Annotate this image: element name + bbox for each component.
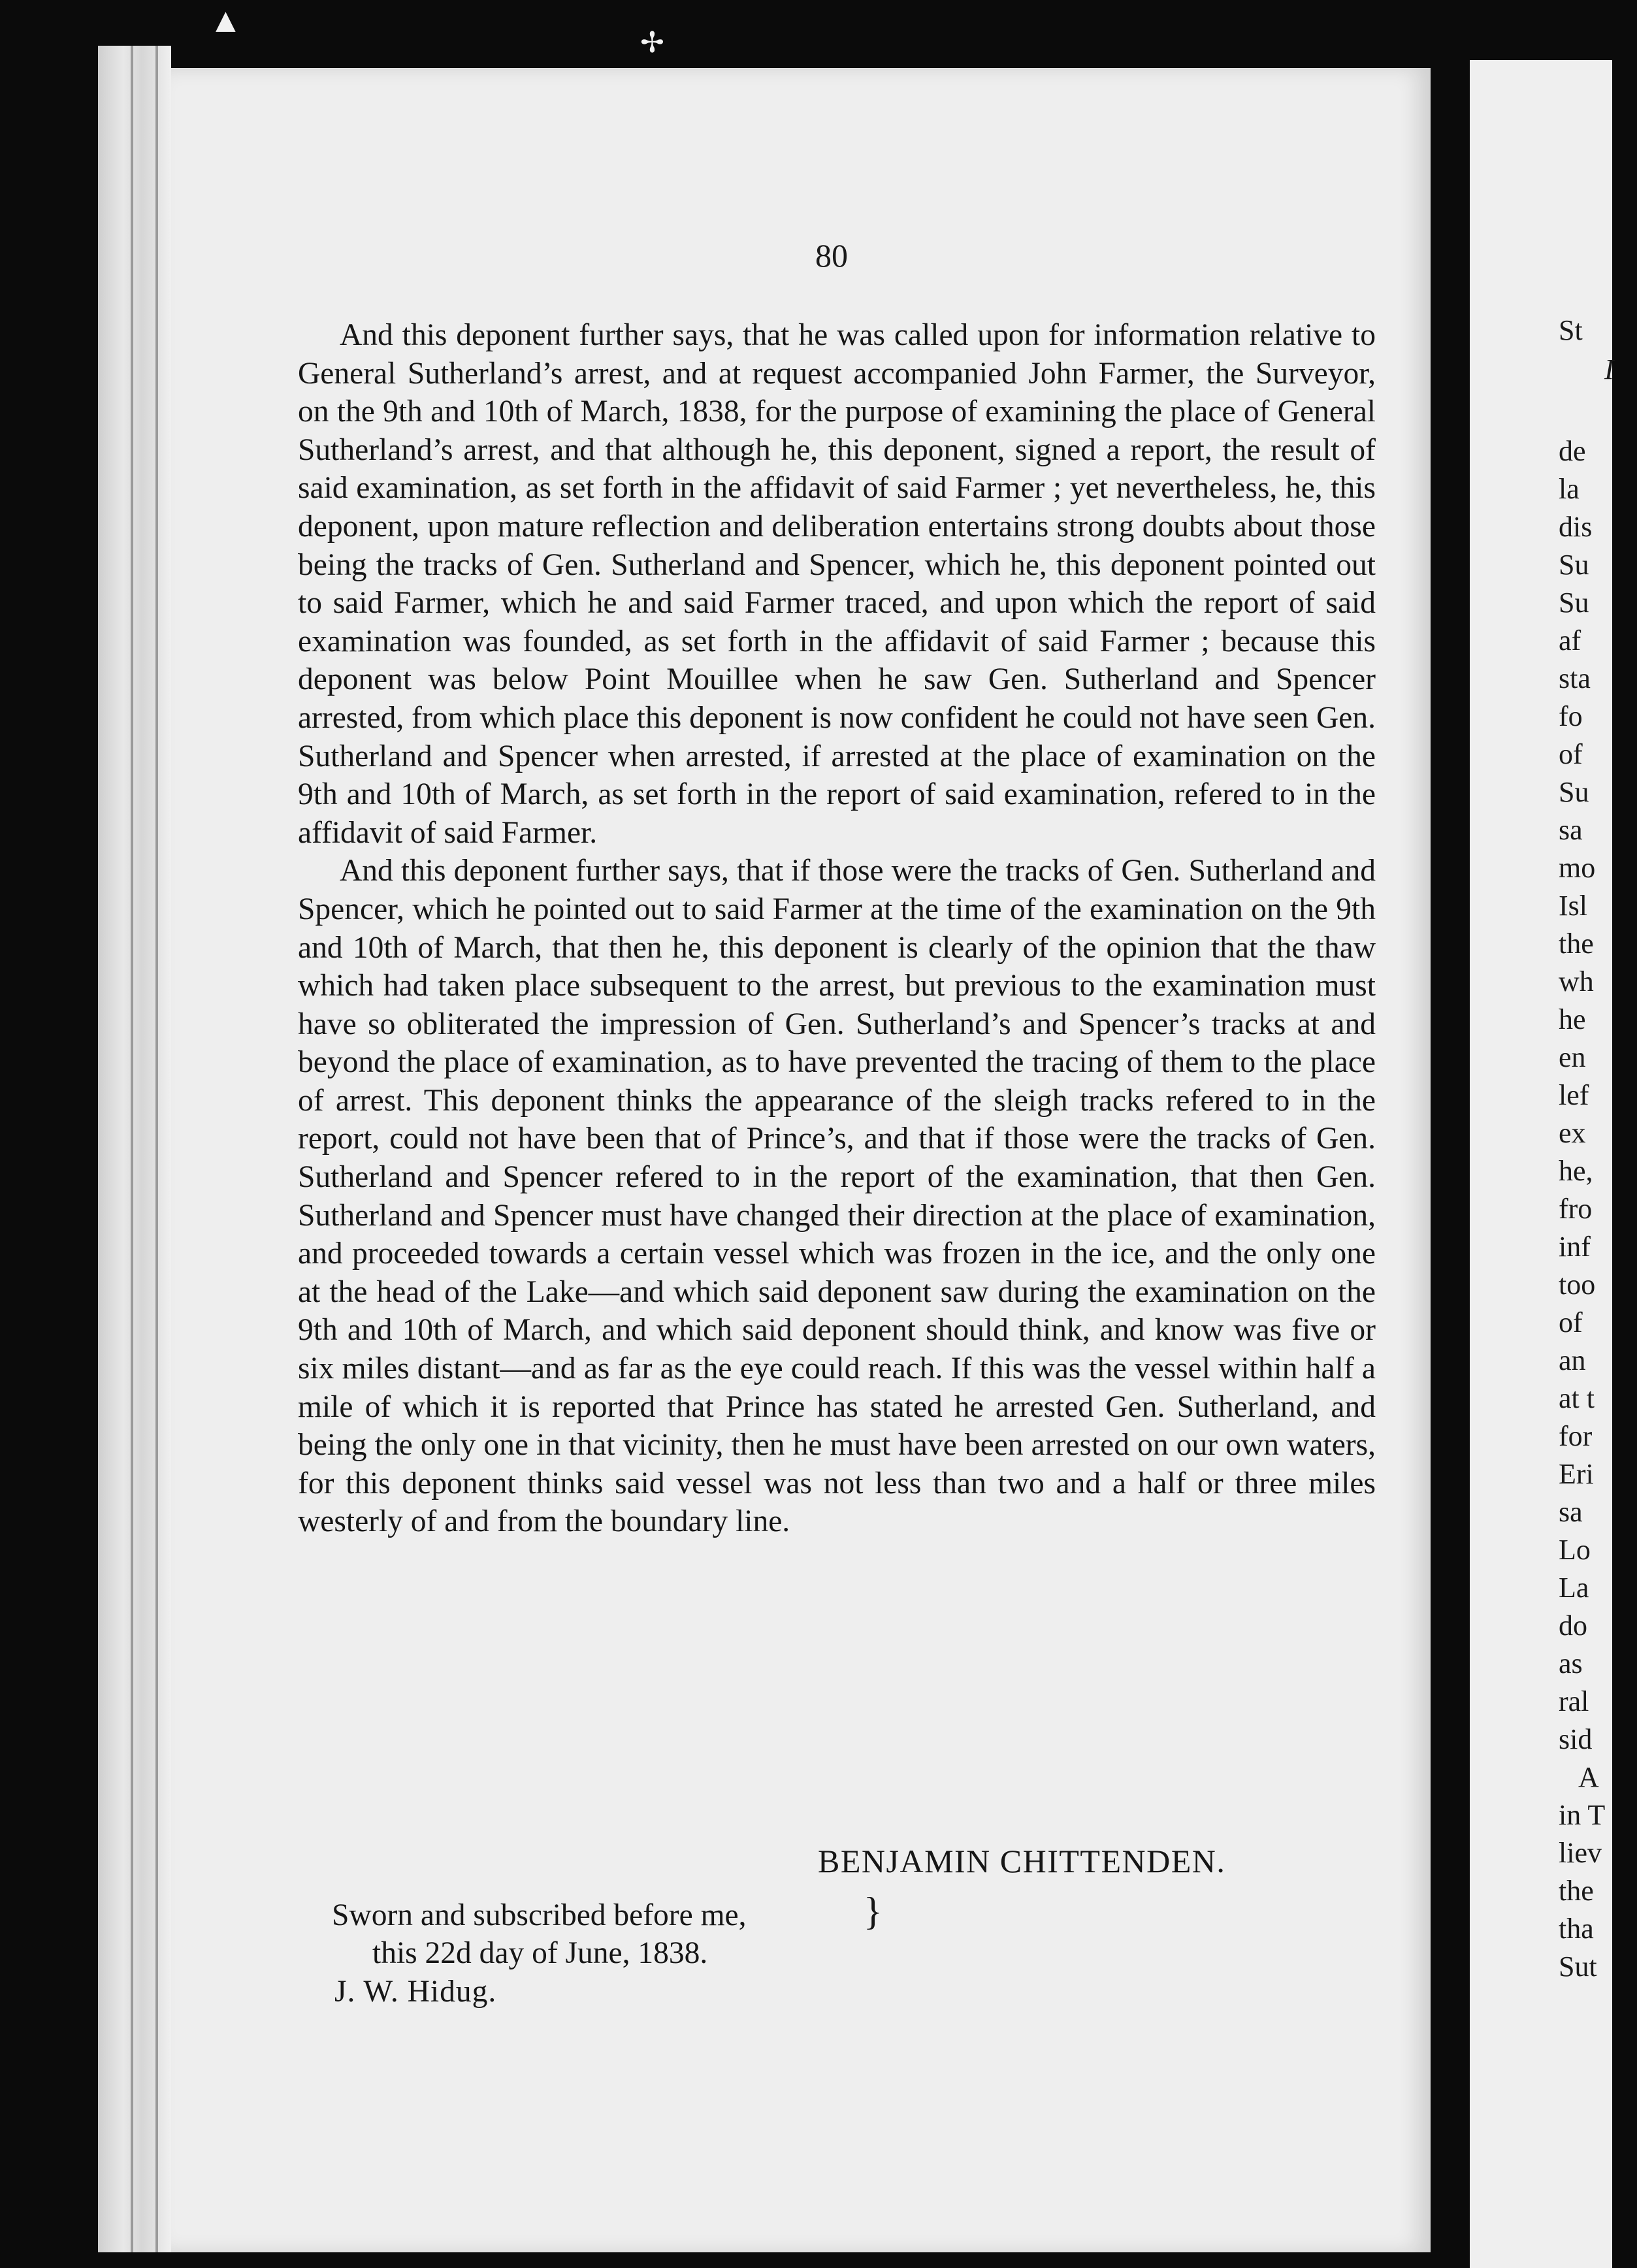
facing-fragment: mo bbox=[1559, 852, 1596, 884]
facing-fragment: fro bbox=[1559, 1193, 1593, 1225]
facing-fragment: en bbox=[1559, 1041, 1586, 1073]
facing-fragment: sta bbox=[1559, 662, 1591, 694]
facing-fragment: the bbox=[1559, 928, 1594, 960]
gutter-line bbox=[155, 46, 158, 2252]
facing-fragment: la bbox=[1559, 473, 1580, 505]
facing-fragment: ral bbox=[1559, 1685, 1589, 1717]
facing-fragment: A bbox=[1578, 1761, 1599, 1793]
facing-fragment: tha bbox=[1559, 1913, 1594, 1945]
paragraph: And this deponent further says, that he was called upon for information relative to General Sutherland’s arrest, and at request accompanied John Farmer, the Surveyor, on the 9th and 10th of March, 1838, for the purpose of examining the place of General Sutherland’s arrest, and that although he, this deponent, signed a report, the result of said examination, as set forth in the affidavit of said Farmer ; yet nevertheless, he, this deponent, upon mature reflection and deliberation entertains strong doubts about those being the tracks of Gen. Sutherland and Spencer, which he, this deponent pointed out to said Farmer, which he and said Farmer traced, and upon which the report of said examination was founded, as set forth in the affidavit of said Farmer ; because this deponent was below Point Mouillee when he saw Gen. Sutherland and Spencer arrested, from which place this deponent is now confident he could not have seen Gen. Sutherland and Spencer when arrested, if arrested at the place of examination on the 9th and 10th of March, as set forth in the report of said examination, refered to in the affidavit of said Farmer. bbox=[298, 318, 1376, 850]
facing-fragment: he bbox=[1559, 1003, 1586, 1035]
facing-fragment: sid bbox=[1559, 1723, 1593, 1755]
facing-fragment: St bbox=[1559, 314, 1583, 346]
facing-fragment: lef bbox=[1559, 1079, 1589, 1111]
officer-name: J. W. Hidug. bbox=[334, 1975, 497, 2009]
facing-fragment: do bbox=[1559, 1610, 1587, 1642]
jurat-brace: } bbox=[864, 1890, 883, 1933]
facing-fragment: af bbox=[1559, 624, 1581, 656]
jurat-line: this 22d day of June, 1838. bbox=[372, 1936, 708, 1970]
facing-fragment: the bbox=[1559, 1875, 1594, 1907]
signature-name: BENJAMIN CHITTENDEN. bbox=[818, 1843, 1226, 1879]
paragraph: And this deponent further says, that if those were the tracks of Gen. Sutherland and Spencer, which he pointed out to said Farmer at the time of the examination on the 9th and 10th of March, that then he, this deponent is clearly of the opinion that the thaw which had taken place subsequent to the arrest, but previous to the examination must have so obliterated the impression of Gen. Sutherland’s and Spencer’s tracks at and beyond the place of examination, as to have prevented the tracing of them to the place of arrest. This deponent thinks the appearance of the sleigh tracks refered to in the report, could not have been that of Prince’s, and that if those were the tracks of Gen. Sutherland and Spencer refered to in the report of the examination, that then Gen. Sutherland and Spencer must have changed their direction at the place of examination, and proceeded towards a certain vessel which was frozen in the ice, and the only one at the head of the Lake—and which said deponent saw during the examination on the 9th and 10th of March, and which said deponent should think, and know was five or six miles distant—and as far as the eye could reach. If this was the vessel within half a mile of which it is reported that Prince has stated he arrested Gen. Sutherland, and being the only one in that vicinity, then he must have been arrested on our own waters, for this deponent thinks said vessel was not less than two and a half or three miles westerly of and from the boundary line. bbox=[298, 854, 1376, 1539]
facing-fragment: La bbox=[1559, 1572, 1589, 1604]
facing-fragment: in T bbox=[1559, 1799, 1606, 1831]
facing-fragment: Lo bbox=[1559, 1534, 1591, 1566]
facing-fragment: de bbox=[1559, 435, 1586, 467]
facing-fragment: wh bbox=[1559, 965, 1594, 997]
scan-artifact-mark: ✢ bbox=[640, 26, 664, 59]
facing-fragment: at t bbox=[1559, 1382, 1595, 1414]
affidavit-body bbox=[298, 316, 1376, 1541]
facing-fragment: sa bbox=[1559, 814, 1583, 846]
facing-fragment: of bbox=[1559, 1306, 1583, 1338]
facing-fragment: Sut bbox=[1559, 1951, 1597, 1983]
gutter-line bbox=[131, 46, 133, 2252]
facing-fragment: for bbox=[1559, 1420, 1593, 1452]
jurat-line: Sworn and subscribed before me, bbox=[332, 1898, 747, 1932]
facing-fragment: I bbox=[1604, 353, 1614, 385]
facing-fragment: fo bbox=[1559, 700, 1583, 732]
facing-fragment: an bbox=[1559, 1344, 1586, 1376]
facing-fragment: too bbox=[1559, 1269, 1596, 1301]
facing-fragment: Su bbox=[1559, 776, 1589, 808]
facing-fragment: Su bbox=[1559, 587, 1589, 619]
facing-fragment: Isl bbox=[1559, 890, 1587, 922]
book-spine-gutter bbox=[98, 46, 171, 2252]
facing-fragment: as bbox=[1559, 1647, 1583, 1679]
facing-fragment: ex bbox=[1559, 1117, 1586, 1149]
page-number: 80 bbox=[815, 237, 848, 274]
facing-fragment: of bbox=[1559, 738, 1583, 770]
facing-fragment: Su bbox=[1559, 549, 1589, 581]
facing-fragment: Eri bbox=[1559, 1458, 1594, 1490]
facing-fragment: sa bbox=[1559, 1496, 1583, 1528]
facing-fragment: inf bbox=[1559, 1231, 1591, 1263]
facing-fragment: he, bbox=[1559, 1155, 1593, 1187]
scan-artifact-mark: ▲ bbox=[216, 5, 236, 35]
facing-fragment: liev bbox=[1559, 1837, 1602, 1869]
jurat bbox=[332, 1896, 746, 1972]
facing-fragment: dis bbox=[1559, 511, 1593, 543]
